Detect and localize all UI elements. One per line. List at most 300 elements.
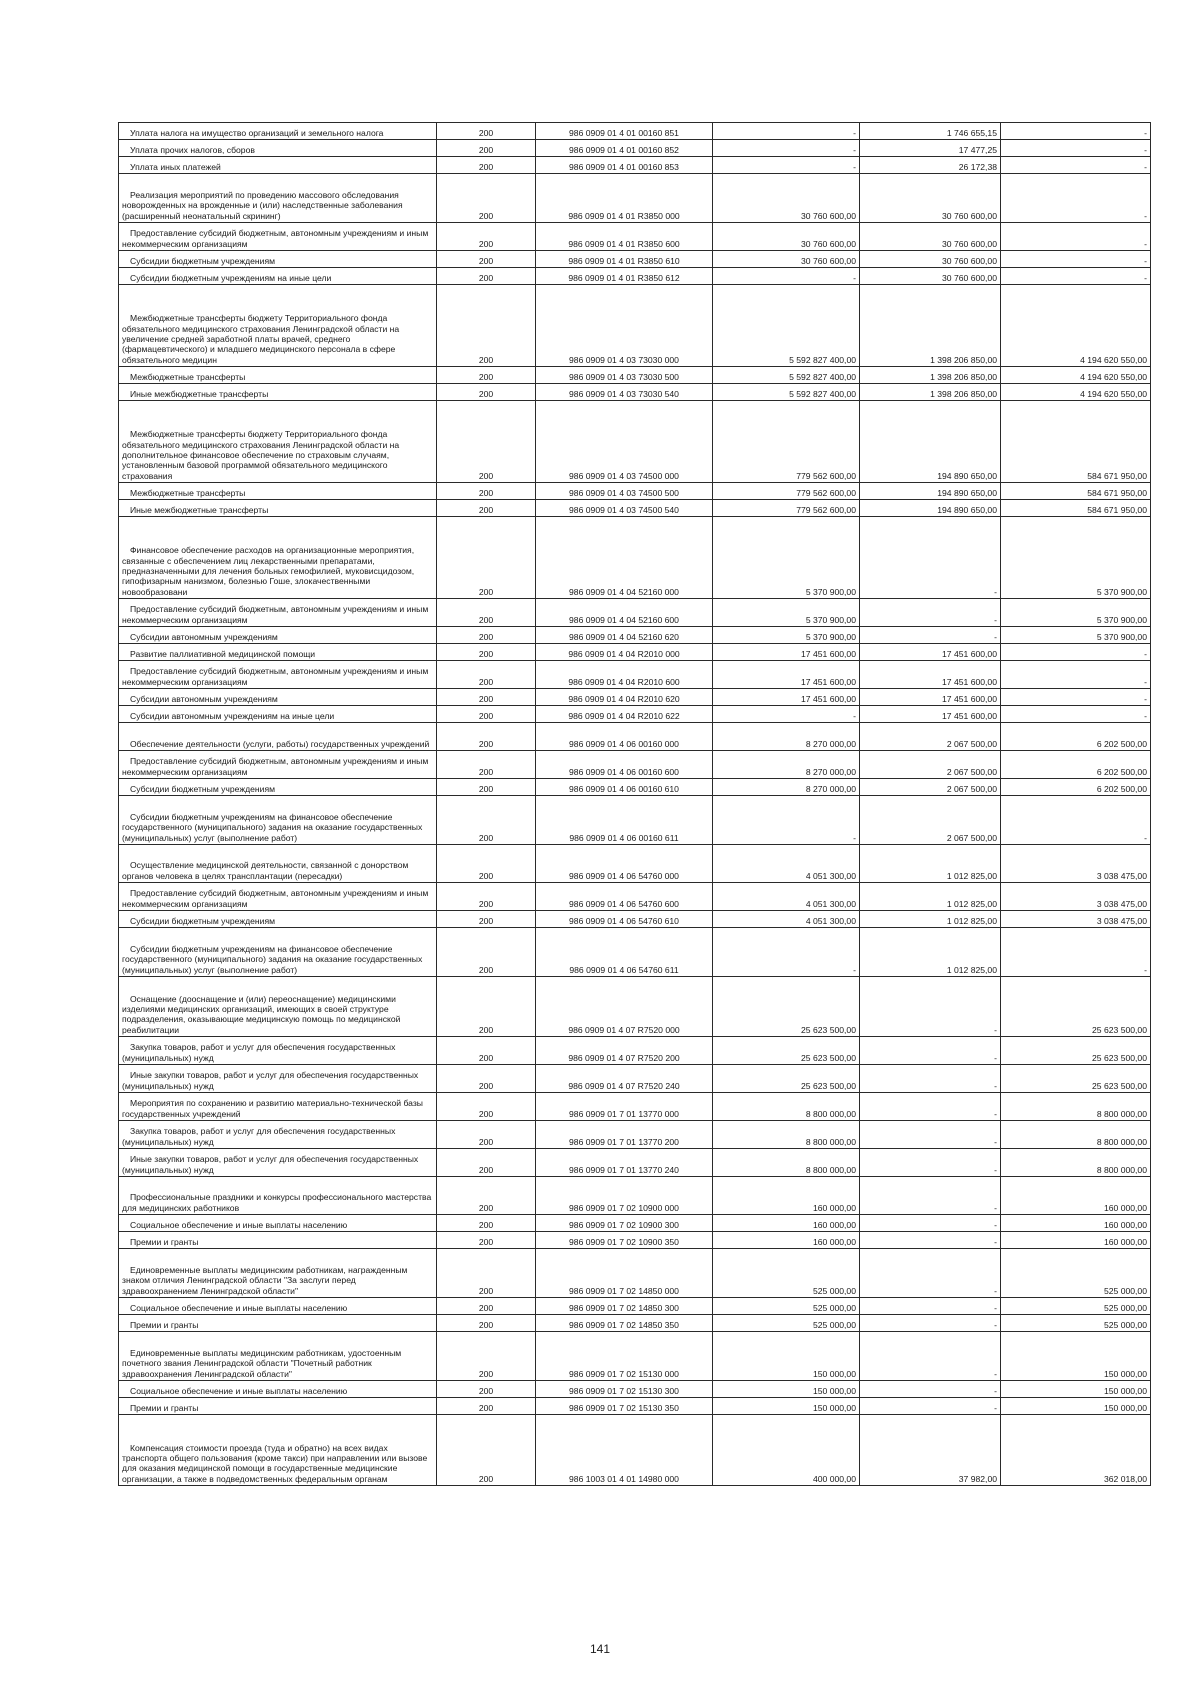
row-line-code: 200 [437, 367, 536, 384]
row-name: Уплата налога на имущество организаций и земельного налога [119, 123, 437, 140]
table-row [119, 1398, 1151, 1415]
row-approved-amount: 5 592 827 400,00 [713, 285, 860, 367]
row-budget-code: 986 0909 01 7 02 14850 300 [536, 1298, 713, 1315]
table-body [119, 123, 1151, 1486]
row-name: Мероприятия по сохранению и развитию материально-технической базы государственных учреждений [119, 1093, 437, 1121]
row-name: Профессиональные праздники и конкурсы профессионального мастерства для медицинских работников [119, 1177, 437, 1215]
row-name: Межбюджетные трансферты бюджету Территориального фонда обязательного медицинского страхования Ленинградской области на увеличение средней заработной платы врачей, среднего (фармацевтического) и младшего медицинского персонала в сфере обязательного медицин [119, 285, 437, 367]
row-budget-code: 986 0909 01 4 01 R3850 600 [536, 223, 713, 251]
row-executed-amount: 1 012 825,00 [860, 911, 1001, 928]
row-approved-amount: - [713, 157, 860, 174]
row-budget-code: 986 0909 01 4 06 00160 000 [536, 723, 713, 751]
table-row [119, 140, 1151, 157]
row-line-code: 200 [437, 1177, 536, 1215]
row-approved-amount: 8 270 000,00 [713, 779, 860, 796]
row-approved-amount: 25 623 500,00 [713, 977, 860, 1037]
row-executed-amount: 2 067 500,00 [860, 751, 1001, 779]
row-executed-amount: 30 760 600,00 [860, 268, 1001, 285]
table-row [119, 401, 1151, 483]
table-row [119, 1215, 1151, 1232]
row-line-code: 200 [437, 911, 536, 928]
row-line-code: 200 [437, 123, 536, 140]
row-unexecuted-amount: 5 370 900,00 [1001, 599, 1151, 627]
table-row [119, 977, 1151, 1037]
row-budget-code: 986 0909 01 4 04 R2010 600 [536, 661, 713, 689]
row-name: Иные межбюджетные трансферты [119, 500, 437, 517]
table-row [119, 627, 1151, 644]
row-name: Иные закупки товаров, работ и услуг для обеспечения государственных (муниципальных) нужд [119, 1065, 437, 1093]
row-line-code: 200 [437, 796, 536, 845]
row-unexecuted-amount: 160 000,00 [1001, 1215, 1151, 1232]
row-budget-code: 986 0909 01 4 01 00160 853 [536, 157, 713, 174]
row-line-code: 200 [437, 1093, 536, 1121]
row-line-code: 200 [437, 285, 536, 367]
row-budget-code: 986 0909 01 7 02 10900 000 [536, 1177, 713, 1215]
row-line-code: 200 [437, 706, 536, 723]
table-row [119, 483, 1151, 500]
row-executed-amount: 17 477,25 [860, 140, 1001, 157]
row-executed-amount: - [860, 1093, 1001, 1121]
table-row [119, 174, 1151, 223]
row-unexecuted-amount: 525 000,00 [1001, 1249, 1151, 1298]
row-name: Иные межбюджетные трансферты [119, 384, 437, 401]
row-approved-amount: 8 800 000,00 [713, 1093, 860, 1121]
row-approved-amount: 5 592 827 400,00 [713, 384, 860, 401]
row-approved-amount: 8 270 000,00 [713, 723, 860, 751]
row-approved-amount: 4 051 300,00 [713, 845, 860, 883]
row-approved-amount: 30 760 600,00 [713, 251, 860, 268]
row-unexecuted-amount: - [1001, 268, 1151, 285]
row-unexecuted-amount: 3 038 475,00 [1001, 845, 1151, 883]
row-line-code: 200 [437, 928, 536, 977]
row-executed-amount: 30 760 600,00 [860, 174, 1001, 223]
row-name: Реализация мероприятий по проведению массового обследования новорожденных на врожденные и (или) наследственные заболевания (расширенный неонатальный скрининг) [119, 174, 437, 223]
row-unexecuted-amount: 160 000,00 [1001, 1232, 1151, 1249]
row-approved-amount: 150 000,00 [713, 1332, 860, 1381]
table-row [119, 1249, 1151, 1298]
row-approved-amount: 8 800 000,00 [713, 1121, 860, 1149]
row-executed-amount: 26 172,38 [860, 157, 1001, 174]
row-line-code: 200 [437, 223, 536, 251]
row-name: Компенсация стоимости проезда (туда и обратно) на всех видах транспорта общего пользования (кроме такси) при направлении или вызове для оказания медицинской помощи в государственные медицинские организации, а также в подведомственных федеральным органам [119, 1415, 437, 1486]
row-budget-code: 986 0909 01 4 04 R2010 622 [536, 706, 713, 723]
row-name: Премии и гранты [119, 1315, 437, 1332]
row-unexecuted-amount: 160 000,00 [1001, 1177, 1151, 1215]
row-line-code: 200 [437, 1315, 536, 1332]
row-name: Социальное обеспечение и иные выплаты населению [119, 1381, 437, 1398]
row-approved-amount: 779 562 600,00 [713, 401, 860, 483]
row-executed-amount: - [860, 1121, 1001, 1149]
row-executed-amount: 194 890 650,00 [860, 401, 1001, 483]
row-line-code: 200 [437, 384, 536, 401]
row-line-code: 200 [437, 1332, 536, 1381]
row-executed-amount: 17 451 600,00 [860, 706, 1001, 723]
row-executed-amount: - [860, 1215, 1001, 1232]
row-approved-amount: 160 000,00 [713, 1177, 860, 1215]
row-budget-code: 986 0909 01 4 03 73030 000 [536, 285, 713, 367]
row-line-code: 200 [437, 1149, 536, 1177]
row-budget-code: 986 0909 01 4 01 R3850 612 [536, 268, 713, 285]
row-budget-code: 986 1003 01 4 01 14980 000 [536, 1415, 713, 1486]
row-approved-amount: 25 623 500,00 [713, 1065, 860, 1093]
table-row [119, 1298, 1151, 1315]
table-row [119, 367, 1151, 384]
row-executed-amount: 30 760 600,00 [860, 251, 1001, 268]
row-budget-code: 986 0909 01 4 06 00160 600 [536, 751, 713, 779]
row-name: Межбюджетные трансферты [119, 483, 437, 500]
table-row [119, 500, 1151, 517]
row-approved-amount: 779 562 600,00 [713, 500, 860, 517]
row-budget-code: 986 0909 01 4 04 52160 600 [536, 599, 713, 627]
row-line-code: 200 [437, 845, 536, 883]
row-unexecuted-amount: 584 671 950,00 [1001, 401, 1151, 483]
row-executed-amount: 1 398 206 850,00 [860, 285, 1001, 367]
row-line-code: 200 [437, 1215, 536, 1232]
table-row [119, 883, 1151, 911]
row-line-code: 200 [437, 1381, 536, 1398]
table-row [119, 661, 1151, 689]
row-approved-amount: 525 000,00 [713, 1249, 860, 1298]
table-row [119, 384, 1151, 401]
row-line-code: 200 [437, 1398, 536, 1415]
row-unexecuted-amount: 8 800 000,00 [1001, 1121, 1151, 1149]
table-row [119, 517, 1151, 599]
row-unexecuted-amount: 25 623 500,00 [1001, 1037, 1151, 1065]
row-line-code: 200 [437, 723, 536, 751]
row-name: Премии и гранты [119, 1232, 437, 1249]
row-executed-amount: 194 890 650,00 [860, 500, 1001, 517]
row-line-code: 200 [437, 599, 536, 627]
table-row [119, 223, 1151, 251]
row-line-code: 200 [437, 1415, 536, 1486]
row-unexecuted-amount: - [1001, 644, 1151, 661]
row-budget-code: 986 0909 01 7 02 15130 000 [536, 1332, 713, 1381]
row-executed-amount: - [860, 599, 1001, 627]
row-unexecuted-amount: - [1001, 251, 1151, 268]
row-name: Иные закупки товаров, работ и услуг для обеспечения государственных (муниципальных) нужд [119, 1149, 437, 1177]
report-sheet [118, 122, 1150, 1486]
row-executed-amount: 2 067 500,00 [860, 796, 1001, 845]
row-approved-amount: - [713, 706, 860, 723]
row-budget-code: 986 0909 01 4 04 52160 620 [536, 627, 713, 644]
row-approved-amount: 150 000,00 [713, 1398, 860, 1415]
row-executed-amount: - [860, 1381, 1001, 1398]
row-name: Закупка товаров, работ и услуг для обеспечения государственных (муниципальных) нужд [119, 1121, 437, 1149]
row-unexecuted-amount: 584 671 950,00 [1001, 483, 1151, 500]
row-line-code: 200 [437, 1232, 536, 1249]
row-unexecuted-amount: 6 202 500,00 [1001, 723, 1151, 751]
row-name: Субсидии бюджетным учреждениям на иные цели [119, 268, 437, 285]
row-approved-amount: 150 000,00 [713, 1381, 860, 1398]
row-line-code: 200 [437, 517, 536, 599]
row-unexecuted-amount: 4 194 620 550,00 [1001, 367, 1151, 384]
row-name: Закупка товаров, работ и услуг для обеспечения государственных (муниципальных) нужд [119, 1037, 437, 1065]
row-name: Единовременные выплаты медицинским работникам, удостоенным почетного звания Ленинградской области "Почетный работник здравоохранения Ленинградской области" [119, 1332, 437, 1381]
budget-execution-table [118, 122, 1151, 1486]
row-budget-code: 986 0909 01 7 02 15130 300 [536, 1381, 713, 1398]
row-budget-code: 986 0909 01 4 06 54760 600 [536, 883, 713, 911]
row-executed-amount: 1 012 825,00 [860, 845, 1001, 883]
table-row [119, 1315, 1151, 1332]
row-approved-amount: 5 370 900,00 [713, 627, 860, 644]
row-approved-amount: 8 800 000,00 [713, 1149, 860, 1177]
row-budget-code: 986 0909 01 4 04 R2010 000 [536, 644, 713, 661]
table-row [119, 1415, 1151, 1486]
row-unexecuted-amount: 150 000,00 [1001, 1332, 1151, 1381]
row-unexecuted-amount: 362 018,00 [1001, 1415, 1151, 1486]
table-row [119, 911, 1151, 928]
row-name: Финансовое обеспечение расходов на организационные мероприятия, связанные с обеспечением лиц лекарственными препаратами, предназначенными для лечения больных гемофилией, муковисцидозом, гипофизарным нанизмом, болезнью Гоше, злокачественными новообразовани [119, 517, 437, 599]
row-unexecuted-amount: 3 038 475,00 [1001, 911, 1151, 928]
row-unexecuted-amount: - [1001, 706, 1151, 723]
table-row [119, 251, 1151, 268]
row-approved-amount: 8 270 000,00 [713, 751, 860, 779]
row-budget-code: 986 0909 01 4 03 73030 540 [536, 384, 713, 401]
row-budget-code: 986 0909 01 4 04 R2010 620 [536, 689, 713, 706]
row-budget-code: 986 0909 01 4 01 00160 851 [536, 123, 713, 140]
row-executed-amount: - [860, 1298, 1001, 1315]
row-name: Развитие паллиативной медицинской помощи [119, 644, 437, 661]
row-unexecuted-amount: 5 370 900,00 [1001, 627, 1151, 644]
row-unexecuted-amount: - [1001, 689, 1151, 706]
row-line-code: 200 [437, 977, 536, 1037]
row-executed-amount: 30 760 600,00 [860, 223, 1001, 251]
row-name: Межбюджетные трансферты бюджету Территориального фонда обязательного медицинского страхования Ленинградской области на дополнительное финансовое обеспечение по страховым случаям, установленным базовой программой обязательного медицинского страхования [119, 401, 437, 483]
row-budget-code: 986 0909 01 4 01 00160 852 [536, 140, 713, 157]
row-name: Уплата иных платежей [119, 157, 437, 174]
row-budget-code: 986 0909 01 4 03 74500 540 [536, 500, 713, 517]
row-approved-amount: 525 000,00 [713, 1298, 860, 1315]
table-row [119, 1332, 1151, 1381]
row-line-code: 200 [437, 689, 536, 706]
table-row [119, 1121, 1151, 1149]
row-executed-amount: 1 398 206 850,00 [860, 384, 1001, 401]
table-row [119, 1037, 1151, 1065]
row-unexecuted-amount: 4 194 620 550,00 [1001, 285, 1151, 367]
row-name: Социальное обеспечение и иные выплаты населению [119, 1298, 437, 1315]
table-row [119, 644, 1151, 661]
row-approved-amount: 17 451 600,00 [713, 689, 860, 706]
row-budget-code: 986 0909 01 4 03 73030 500 [536, 367, 713, 384]
row-name: Субсидии бюджетным учреждениям [119, 779, 437, 796]
table-row [119, 751, 1151, 779]
row-line-code: 200 [437, 483, 536, 500]
row-executed-amount: 17 451 600,00 [860, 689, 1001, 706]
table-row [119, 928, 1151, 977]
row-name: Единовременные выплаты медицинским работникам, награжденным знаком отличия Ленинградской области "За заслуги перед здравоохранением Ленинградской области" [119, 1249, 437, 1298]
row-executed-amount: 17 451 600,00 [860, 661, 1001, 689]
row-unexecuted-amount: 150 000,00 [1001, 1398, 1151, 1415]
table-row [119, 1093, 1151, 1121]
row-executed-amount: - [860, 1037, 1001, 1065]
row-approved-amount: 160 000,00 [713, 1232, 860, 1249]
row-name: Предоставление субсидий бюджетным, автономным учреждениям и иным некоммерческим организациям [119, 223, 437, 251]
row-budget-code: 986 0909 01 4 07 R7520 000 [536, 977, 713, 1037]
row-executed-amount: - [860, 1249, 1001, 1298]
table-row [119, 845, 1151, 883]
row-name: Субсидии бюджетным учреждениям на финансовое обеспечение государственного (муниципального) задания на оказание государственных (муниципальных) услуг (выполнение работ) [119, 796, 437, 845]
row-name: Осуществление медицинской деятельности, связанной с донорством органов человека в целях трансплантации (пересадки) [119, 845, 437, 883]
row-budget-code: 986 0909 01 7 02 10900 300 [536, 1215, 713, 1232]
row-name: Предоставление субсидий бюджетным, автономным учреждениям и иным некоммерческим организациям [119, 599, 437, 627]
row-approved-amount: 4 051 300,00 [713, 883, 860, 911]
row-approved-amount: 30 760 600,00 [713, 223, 860, 251]
row-unexecuted-amount: 5 370 900,00 [1001, 517, 1151, 599]
row-line-code: 200 [437, 1121, 536, 1149]
table-row [119, 779, 1151, 796]
row-unexecuted-amount: 150 000,00 [1001, 1381, 1151, 1398]
row-approved-amount: 5 370 900,00 [713, 517, 860, 599]
row-budget-code: 986 0909 01 7 01 13770 240 [536, 1149, 713, 1177]
row-budget-code: 986 0909 01 4 06 54760 000 [536, 845, 713, 883]
row-budget-code: 986 0909 01 7 01 13770 000 [536, 1093, 713, 1121]
row-approved-amount: 400 000,00 [713, 1415, 860, 1486]
row-unexecuted-amount: - [1001, 123, 1151, 140]
row-approved-amount: 5 370 900,00 [713, 599, 860, 627]
row-line-code: 200 [437, 1065, 536, 1093]
table-row [119, 1381, 1151, 1398]
row-line-code: 200 [437, 1037, 536, 1065]
row-name: Уплата прочих налогов, сборов [119, 140, 437, 157]
row-line-code: 200 [437, 140, 536, 157]
row-unexecuted-amount: - [1001, 661, 1151, 689]
row-line-code: 200 [437, 644, 536, 661]
row-executed-amount: 37 982,00 [860, 1415, 1001, 1486]
row-executed-amount: 1 012 825,00 [860, 928, 1001, 977]
table-row [119, 689, 1151, 706]
row-unexecuted-amount: 8 800 000,00 [1001, 1149, 1151, 1177]
row-line-code: 200 [437, 661, 536, 689]
row-approved-amount: 5 592 827 400,00 [713, 367, 860, 384]
row-budget-code: 986 0909 01 4 06 54760 610 [536, 911, 713, 928]
row-line-code: 200 [437, 174, 536, 223]
table-row [119, 723, 1151, 751]
row-unexecuted-amount: - [1001, 157, 1151, 174]
row-name: Оснащение (дооснащение и (или) переоснащение) медицинскими изделиями медицинских организаций, имеющих в своей структуре подразделения, оказывающие медицинскую помощь по медицинской реабилитации [119, 977, 437, 1037]
row-line-code: 200 [437, 779, 536, 796]
table-row [119, 123, 1151, 140]
row-unexecuted-amount: - [1001, 796, 1151, 845]
row-line-code: 200 [437, 251, 536, 268]
row-name: Субсидии бюджетным учреждениям [119, 911, 437, 928]
row-unexecuted-amount: - [1001, 223, 1151, 251]
row-budget-code: 986 0909 01 4 06 54760 611 [536, 928, 713, 977]
row-budget-code: 986 0909 01 4 01 R3850 000 [536, 174, 713, 223]
table-row [119, 285, 1151, 367]
table-row [119, 796, 1151, 845]
row-name: Субсидии автономным учреждениям [119, 689, 437, 706]
row-approved-amount: 779 562 600,00 [713, 483, 860, 500]
table-row [119, 1232, 1151, 1249]
row-executed-amount: - [860, 1065, 1001, 1093]
row-approved-amount: - [713, 796, 860, 845]
row-line-code: 200 [437, 883, 536, 911]
row-line-code: 200 [437, 1249, 536, 1298]
row-budget-code: 986 0909 01 7 02 15130 350 [536, 1398, 713, 1415]
row-name: Субсидии автономным учреждениям на иные цели [119, 706, 437, 723]
row-name: Субсидии бюджетным учреждениям [119, 251, 437, 268]
row-approved-amount: 160 000,00 [713, 1215, 860, 1232]
row-name: Социальное обеспечение и иные выплаты населению [119, 1215, 437, 1232]
row-approved-amount: 525 000,00 [713, 1315, 860, 1332]
row-executed-amount: 2 067 500,00 [860, 723, 1001, 751]
row-budget-code: 986 0909 01 7 02 14850 000 [536, 1249, 713, 1298]
row-unexecuted-amount: 584 671 950,00 [1001, 500, 1151, 517]
row-executed-amount: - [860, 1177, 1001, 1215]
row-unexecuted-amount: 525 000,00 [1001, 1298, 1151, 1315]
row-name: Межбюджетные трансферты [119, 367, 437, 384]
row-approved-amount: 4 051 300,00 [713, 911, 860, 928]
row-unexecuted-amount: 8 800 000,00 [1001, 1093, 1151, 1121]
row-approved-amount: - [713, 140, 860, 157]
row-name: Предоставление субсидий бюджетным, автономным учреждениям и иным некоммерческим организациям [119, 883, 437, 911]
row-executed-amount: 1 746 655,15 [860, 123, 1001, 140]
row-unexecuted-amount: - [1001, 928, 1151, 977]
row-line-code: 200 [437, 751, 536, 779]
row-name: Предоставление субсидий бюджетным, автономным учреждениям и иным некоммерческим организациям [119, 661, 437, 689]
row-approved-amount: 17 451 600,00 [713, 644, 860, 661]
row-unexecuted-amount: - [1001, 174, 1151, 223]
row-budget-code: 986 0909 01 7 02 14850 350 [536, 1315, 713, 1332]
row-line-code: 200 [437, 401, 536, 483]
row-executed-amount: 1 398 206 850,00 [860, 367, 1001, 384]
row-approved-amount: 30 760 600,00 [713, 174, 860, 223]
row-approved-amount: - [713, 268, 860, 285]
row-name: Субсидии автономным учреждениям [119, 627, 437, 644]
table-row [119, 1177, 1151, 1215]
row-budget-code: 986 0909 01 4 01 R3850 610 [536, 251, 713, 268]
row-budget-code: 986 0909 01 4 04 52160 000 [536, 517, 713, 599]
row-executed-amount: - [860, 1332, 1001, 1381]
table-row [119, 1065, 1151, 1093]
row-budget-code: 986 0909 01 4 07 R7520 240 [536, 1065, 713, 1093]
row-line-code: 200 [437, 1298, 536, 1315]
row-approved-amount: - [713, 928, 860, 977]
row-unexecuted-amount: 4 194 620 550,00 [1001, 384, 1151, 401]
row-budget-code: 986 0909 01 4 03 74500 000 [536, 401, 713, 483]
row-name: Премии и гранты [119, 1398, 437, 1415]
row-budget-code: 986 0909 01 4 06 00160 610 [536, 779, 713, 796]
row-unexecuted-amount: 25 623 500,00 [1001, 977, 1151, 1037]
row-line-code: 200 [437, 157, 536, 174]
row-approved-amount: 17 451 600,00 [713, 661, 860, 689]
row-approved-amount: - [713, 123, 860, 140]
row-unexecuted-amount: - [1001, 140, 1151, 157]
row-budget-code: 986 0909 01 4 06 00160 611 [536, 796, 713, 845]
row-executed-amount: - [860, 1149, 1001, 1177]
row-budget-code: 986 0909 01 7 01 13770 200 [536, 1121, 713, 1149]
row-name: Субсидии бюджетным учреждениям на финансовое обеспечение государственного (муниципального) задания на оказание государственных (муниципальных) услуг (выполнение работ) [119, 928, 437, 977]
row-budget-code: 986 0909 01 7 02 10900 350 [536, 1232, 713, 1249]
row-executed-amount: - [860, 627, 1001, 644]
row-executed-amount: - [860, 1398, 1001, 1415]
table-row [119, 268, 1151, 285]
row-unexecuted-amount: 6 202 500,00 [1001, 751, 1151, 779]
row-approved-amount: 25 623 500,00 [713, 1037, 860, 1065]
row-executed-amount: 2 067 500,00 [860, 779, 1001, 796]
row-executed-amount: - [860, 977, 1001, 1037]
row-budget-code: 986 0909 01 4 03 74500 500 [536, 483, 713, 500]
row-executed-amount: - [860, 517, 1001, 599]
row-unexecuted-amount: 25 623 500,00 [1001, 1065, 1151, 1093]
row-unexecuted-amount: 6 202 500,00 [1001, 779, 1151, 796]
row-budget-code: 986 0909 01 4 07 R7520 200 [536, 1037, 713, 1065]
row-name: Предоставление субсидий бюджетным, автономным учреждениям и иным некоммерческим организациям [119, 751, 437, 779]
row-executed-amount: - [860, 1315, 1001, 1332]
row-executed-amount: 1 012 825,00 [860, 883, 1001, 911]
row-executed-amount: 194 890 650,00 [860, 483, 1001, 500]
row-name: Обеспечение деятельности (услуги, работы) государственных учреждений [119, 723, 437, 751]
